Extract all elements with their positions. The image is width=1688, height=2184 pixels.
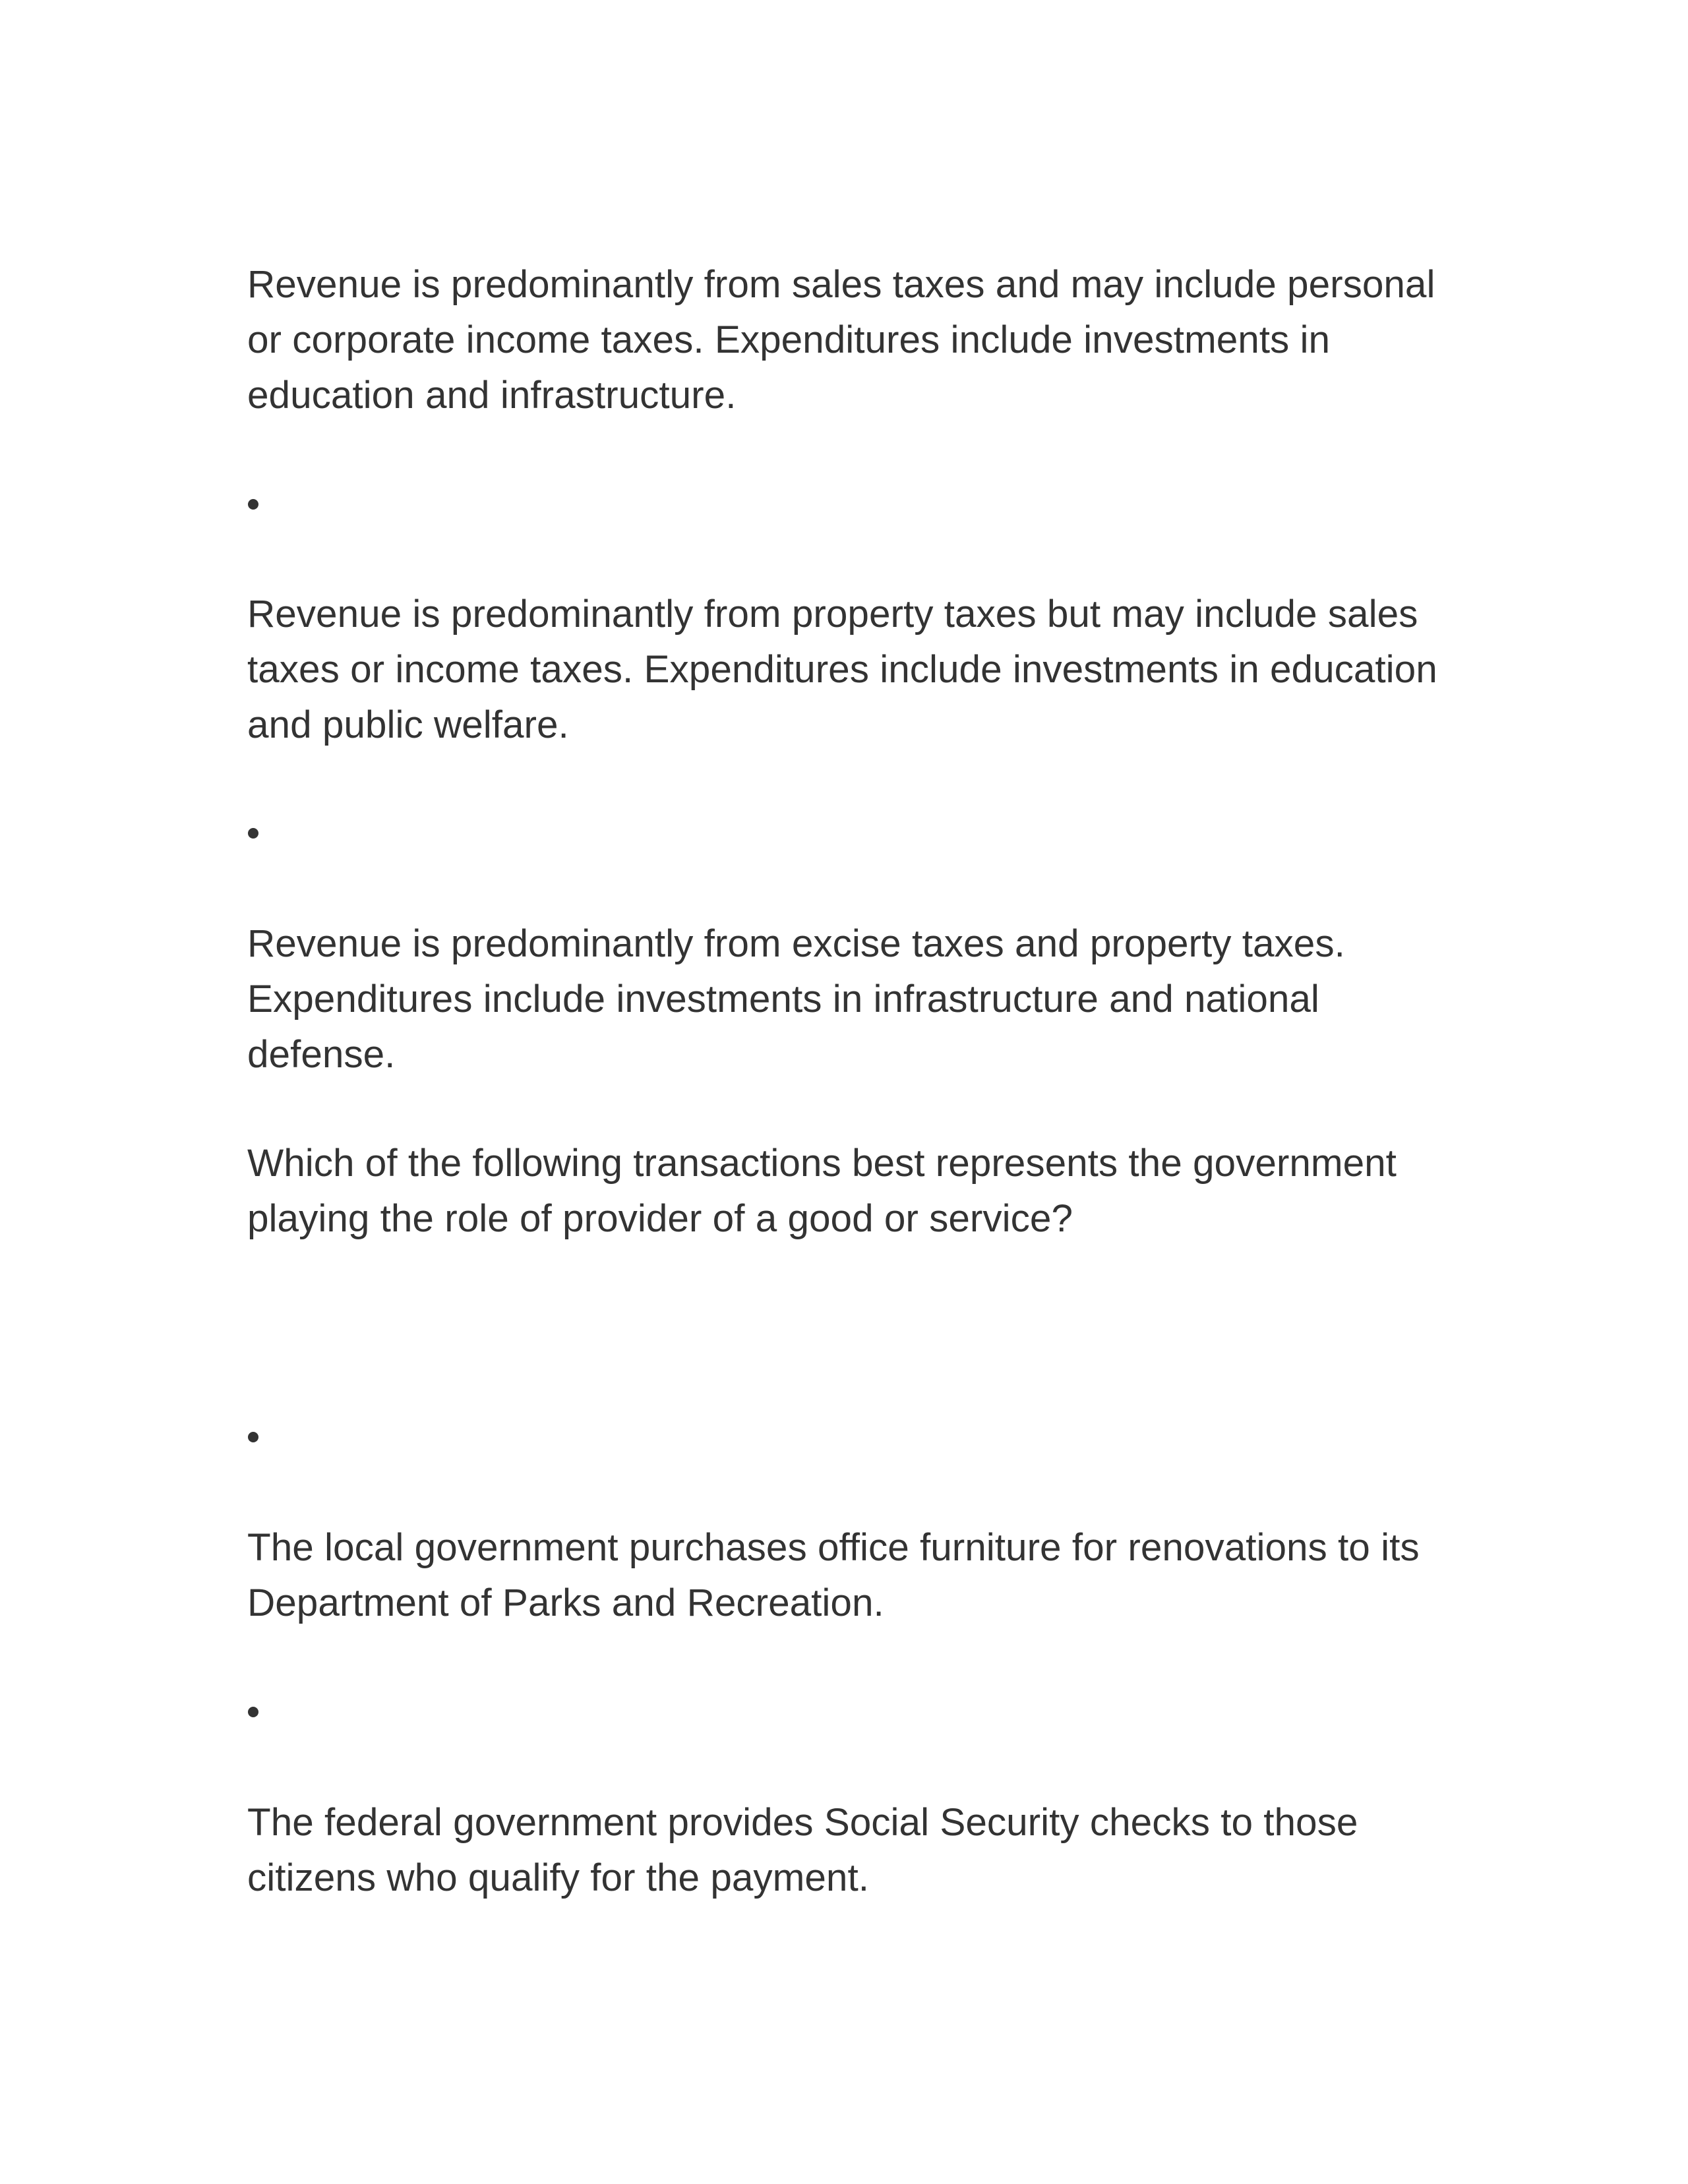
question-text: Which of the following transactions best represents the government playing the role of provider of a good or service? — [247, 1142, 1397, 1240]
option-text-property-taxes: Revenue is predominantly from property taxes but may include sales taxes or income taxes. Expenditures include investments in education and public welfare. — [247, 593, 1437, 746]
option-text-excise-taxes: Revenue is predominantly from excise taxes and property taxes. Expenditures include investments in infrastructure and national defense. — [247, 922, 1345, 1076]
bullet-marker — [248, 499, 258, 510]
answer-text-office-furniture: The local government purchases office furniture for renovations to its Department of Parks and Recreation. — [247, 1526, 1420, 1624]
answer-text-social-security: The federal government provides Social Security checks to those citizens who qualify for the payment. — [247, 1801, 1358, 1899]
bullet-marker — [248, 828, 258, 839]
bullet-marker — [248, 1707, 258, 1717]
bullet-marker — [248, 1432, 258, 1442]
option-text-sales-taxes: Revenue is predominantly from sales taxes and may include personal or corporate income taxes. Expenditures include investments in education and infrastructure. — [247, 263, 1435, 417]
